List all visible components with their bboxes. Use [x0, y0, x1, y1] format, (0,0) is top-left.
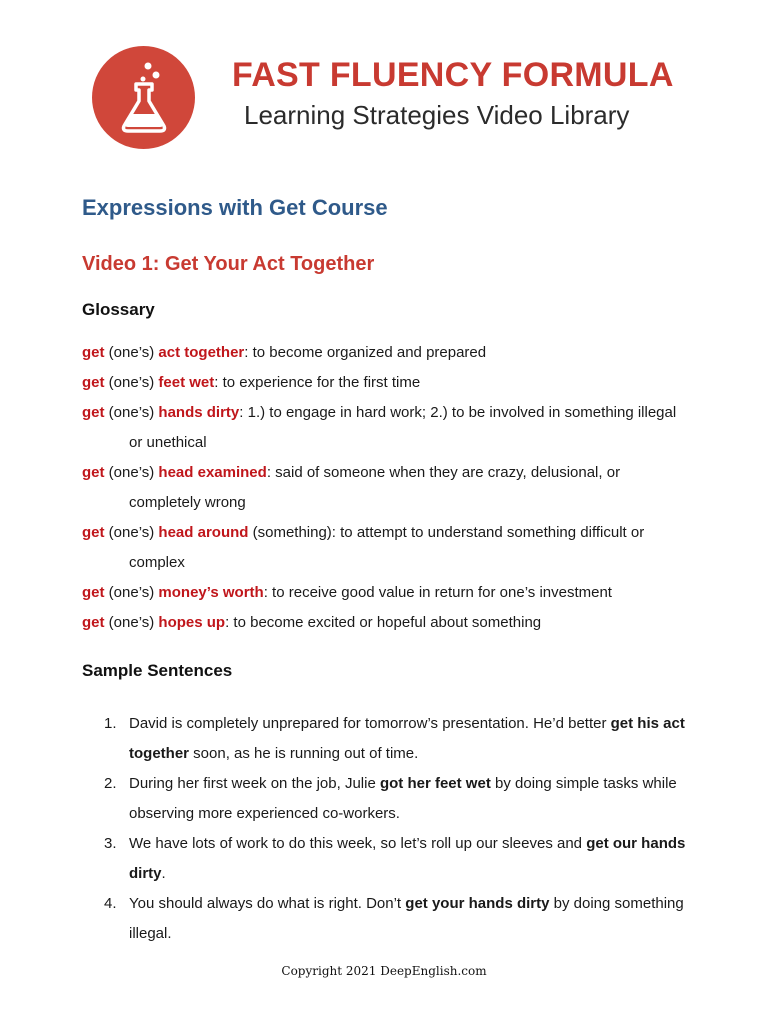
glossary-term: money’s worth [158, 584, 264, 601]
glossary-term: hopes up [158, 614, 226, 631]
sample-sentence: 1. David is completely unprepared for tomorrow’s presentation. He’d better get his act together soon, as he is running out of time. [104, 715, 685, 762]
course-title: Expressions with Get Course [82, 195, 388, 220]
sample-sentence: 3. We have lots of work to do this week, so let’s roll up our sleeves and get our hands dirty. [104, 835, 686, 882]
glossary-term: head examined [158, 464, 267, 481]
copyright-footer: Copyright 2021 DeepEnglish.com [281, 964, 487, 978]
sample-sentences-heading: Sample Sentences [82, 661, 233, 680]
glossary-term: feet wet [158, 374, 215, 391]
highlighted-expression: get your hands dirty [405, 895, 550, 912]
brand-subtitle: Learning Strategies Video Library [244, 100, 630, 130]
glossary-entry: get (one’s) act together: to become organized and prepared [82, 344, 487, 361]
sample-sentences-list [82, 709, 692, 949]
sample-sentence: 2. During her first week on the job, Julie got her feet wet by doing simple tasks while observing more experienced co-workers. [104, 775, 677, 822]
glossary-term: head around [158, 524, 249, 541]
logo [92, 46, 195, 149]
glossary-heading: Glossary [82, 300, 155, 319]
glossary-entry: get (one’s) feet wet: to experience for the first time [82, 374, 421, 391]
glossary-entry: get (one’s) head examined: said of someone when they are crazy, delusional, or completely wrong [82, 464, 621, 511]
highlighted-expression: get our hands dirty [129, 835, 686, 882]
glossary-entry: get (one’s) hands dirty: 1.) to engage in hard work; 2.) to be involved in something illegal or unethical [82, 404, 677, 451]
highlighted-expression: got her feet wet [379, 775, 491, 792]
glossary-term: hands dirty [158, 404, 240, 421]
glossary-entry: get (one’s) head around (something): to attempt to understand something difficult or complex [82, 524, 645, 571]
glossary-entry: get (one’s) hopes up: to become excited or hopeful about something [82, 614, 542, 631]
video-title: Video 1: Get Your Act Together [82, 253, 375, 275]
glossary-term: act together [158, 344, 245, 361]
sample-sentence: 4. You should always do what is right. Don’t get your hands dirty by doing something illegal. [104, 895, 684, 942]
flask-icon [92, 46, 195, 149]
highlighted-expression: get his act together [129, 715, 685, 762]
glossary-list [82, 338, 692, 638]
glossary-entry: get (one’s) money’s worth: to receive good value in return for one’s investment [82, 584, 612, 601]
brand-title: FAST FLUENCY FORMULA [232, 56, 674, 94]
